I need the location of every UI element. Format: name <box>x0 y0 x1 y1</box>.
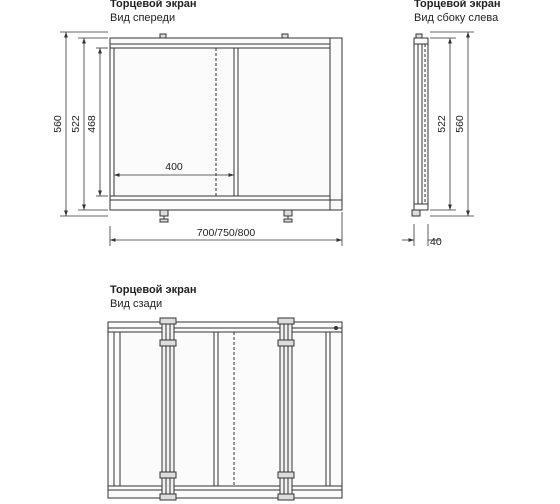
back-view-title: Торцевой экран <box>110 284 197 296</box>
dim-side-height-frame: 522 <box>436 115 448 133</box>
side-profile <box>414 38 428 210</box>
dim-side-height-total: 560 <box>454 115 466 133</box>
dim-front-height-total: 560 <box>52 115 64 133</box>
dim-front-height-inner: 468 <box>86 115 98 133</box>
side-view-drawing <box>412 34 428 216</box>
dim-side-depth: 40 <box>430 236 442 248</box>
front-view-drawing <box>110 34 342 222</box>
front-foot-left <box>160 210 168 216</box>
dim-front-panel-width: 400 <box>165 161 183 173</box>
front-top-clip-left <box>160 34 166 38</box>
front-view-title: Торцевой экран <box>110 0 197 10</box>
front-outer-frame <box>110 38 342 210</box>
front-top-clip-right <box>282 34 288 38</box>
dim-front-height-frame: 522 <box>70 115 82 133</box>
back-view-subtitle: Вид сзади <box>110 298 163 310</box>
side-view-title: Торцевой экран <box>414 0 501 10</box>
side-view-subtitle: Вид сбоку слева <box>414 12 499 24</box>
front-view-subtitle: Вид спереди <box>110 12 176 24</box>
back-outer-frame <box>108 322 342 498</box>
back-view-drawing <box>108 318 342 500</box>
front-foot-right <box>284 210 292 216</box>
dim-front-width: 700/750/800 <box>196 227 256 239</box>
